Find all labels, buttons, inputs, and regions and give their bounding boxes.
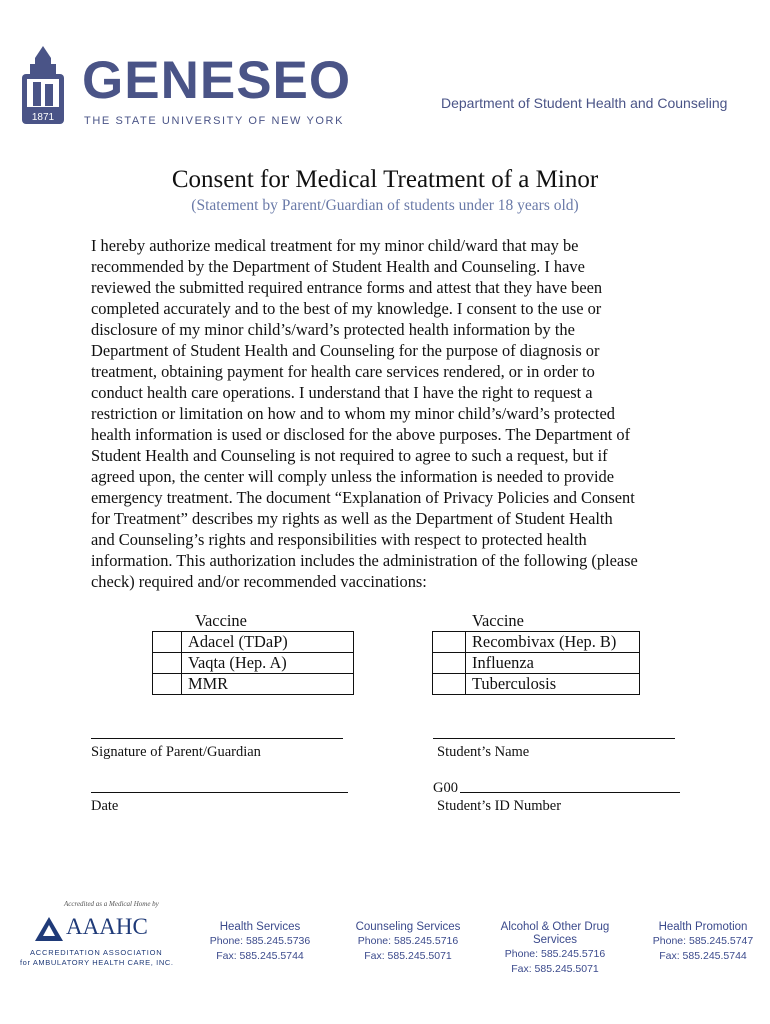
vaccine-table-left [152, 631, 354, 695]
table-row [153, 632, 354, 653]
service-name: Health Promotion [658, 921, 748, 933]
seal-year: 1871 [31, 112, 55, 123]
form-title: Consent for Medical Treatment of a Minor [171, 166, 599, 193]
service-health [200, 921, 320, 964]
university-tagline: THE STATE UNIVERSITY OF NEW YORK [84, 115, 345, 127]
vaccine-checkbox[interactable] [433, 653, 466, 674]
vaccine-checkbox[interactable] [153, 653, 182, 674]
date-label: Date [91, 798, 119, 814]
vaccine-name: Vaqta (Hep. A) [182, 653, 354, 674]
table-row [433, 653, 640, 674]
geneseo-seal-logo [18, 44, 68, 128]
vaccine-name: Tuberculosis [466, 674, 640, 695]
paragraph-line: information. This authorization includes the administration of the following (please [91, 551, 638, 570]
vaccine-table-right [432, 631, 640, 695]
service-phone: Phone: 585.245.5716 [357, 935, 459, 947]
vaccine-header-left: Vaccine [195, 611, 247, 630]
accreditation-note: Accredited as a Medical Home by [64, 900, 159, 908]
vaccine-checkbox[interactable] [153, 632, 182, 653]
student-id-field[interactable] [460, 792, 680, 793]
service-name: Alcohol & Other Drug Services [500, 921, 610, 946]
paragraph-line: restriction or limitation on how and to whom my minor child’s/ward’s protected [91, 404, 615, 423]
vaccine-name: Recombivax (Hep. B) [466, 632, 640, 653]
paragraph-line: Department of Student Health and Counseling for the purpose of diagnosis or [91, 341, 600, 360]
form-subtitle: (Statement by Parent/Guardian of students under 18 years old) [191, 197, 579, 214]
department-name: Department of Student Health and Counseling [441, 95, 728, 111]
vaccine-header-right: Vaccine [472, 611, 524, 630]
table-row [153, 653, 354, 674]
service-name: Health Services [219, 921, 301, 933]
vaccine-name: Adacel (TDaP) [182, 632, 354, 653]
service-health-promotion [645, 921, 761, 964]
service-name: Counseling Services [355, 921, 461, 933]
paragraph-line: recommended by the Department of Student Health and Counseling. I have [91, 257, 585, 276]
vaccine-checkbox[interactable] [153, 674, 182, 695]
service-alcohol-drug [492, 921, 618, 977]
student-name-label: Student’s Name [437, 744, 530, 760]
table-row [433, 674, 640, 695]
aaahc-subtitle-2: for AMBULATORY HEALTH CARE, INC. [20, 958, 174, 967]
paragraph-line: Student Health and Counseling is not required to agree to such a request, but if [91, 446, 608, 465]
table-row [433, 632, 640, 653]
student-name-field[interactable] [433, 738, 675, 739]
paragraph-line: treatment, obtaining payment for health care services rendered, or in order to [91, 362, 595, 381]
aaahc-triangle-icon [34, 916, 64, 942]
vaccine-name: Influenza [466, 653, 640, 674]
vaccine-checkbox[interactable] [433, 674, 466, 695]
date-field[interactable] [91, 792, 348, 793]
service-fax: Fax: 585.245.5744 [216, 950, 304, 962]
paragraph-line: check) required and/or recommended vaccinations: [91, 572, 427, 591]
paragraph-line: and Counseling’s rights and responsibilities with respect to protected health [91, 530, 587, 549]
student-id-label: Student’s ID Number [437, 798, 562, 814]
table-row [153, 674, 354, 695]
aaahc-name: AAAHC [66, 914, 148, 939]
service-phone: Phone: 585.245.5736 [209, 935, 311, 947]
service-phone: Phone: 585.245.5747 [652, 935, 754, 947]
student-id-prefix: G00 [433, 780, 458, 796]
paragraph-line: completed accurately and to the best of my knowledge. I consent to the use or [91, 299, 602, 318]
service-phone: Phone: 585.245.5716 [504, 948, 606, 960]
service-fax: Fax: 585.245.5071 [511, 963, 599, 975]
paragraph-line: I hereby authorize medical treatment for my minor child/ward that may be [91, 236, 579, 255]
paragraph-line: emergency treatment. The document “Explanation of Privacy Policies and Consent [91, 488, 635, 507]
vaccine-name: MMR [182, 674, 354, 695]
paragraph-line: agreed upon, the center will comply unless the information is needed to provide [91, 467, 614, 486]
paragraph-line: reviewed the submitted required entrance forms and attest that they have been [91, 278, 603, 297]
paragraph-line: disclosure of my minor child’s/ward’s protected health information by the [91, 320, 575, 339]
service-counseling [346, 921, 470, 964]
service-fax: Fax: 585.245.5744 [659, 950, 747, 962]
signature-field[interactable] [91, 738, 343, 739]
aaahc-subtitle-1: ACCREDITATION ASSOCIATION [30, 948, 163, 957]
paragraph-line: health information is used or disclosed for the above purposes. The Department of [91, 425, 631, 444]
paragraph-line: conduct health care operations. I understand that I have the right to request a [91, 383, 593, 402]
paragraph-line: for Treatment” describes my rights as well as the Department of Student Health [91, 509, 613, 528]
service-fax: Fax: 585.245.5071 [364, 950, 452, 962]
consent-paragraph [91, 235, 671, 592]
vaccine-checkbox[interactable] [433, 632, 466, 653]
signature-label: Signature of Parent/Guardian [91, 744, 261, 760]
geneseo-wordmark: GENESEO [82, 51, 352, 110]
